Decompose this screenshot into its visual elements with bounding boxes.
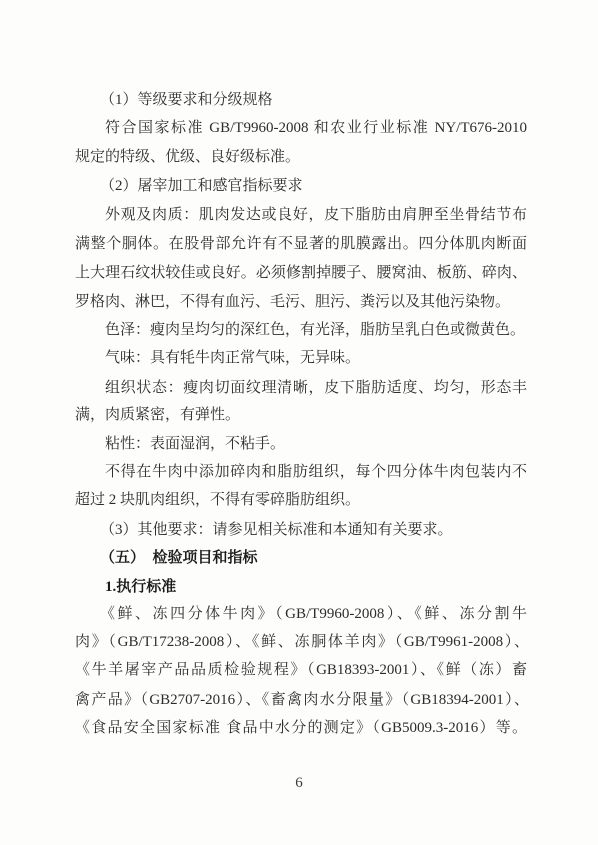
sensory-requirements-heading: （2）屠宰加工和感官指标要求 bbox=[100, 178, 303, 194]
appearance-line: 外观及肉质：肌肉发达或良好，皮下脂肪由肩胛至坐骨结节布 bbox=[105, 207, 527, 223]
color-requirement: 色泽：瘦肉呈均匀的深红色，有光泽，脂肪呈乳白色或微黄色。 bbox=[105, 322, 526, 338]
odor-requirement: 气味：具有牦牛肉正常气味，无异味。 bbox=[105, 350, 361, 366]
grade-requirements-line: 规定的特级、优级、良好级标准。 bbox=[75, 149, 301, 165]
grade-requirements-line: 符合国家标准 GB/T9960-2008 和农业行业标准 NY/T676-2010 bbox=[105, 120, 527, 136]
appearance-line: 罗格肉、淋巴，不得有血污、毛污、胆污、粪污以及其他污染物。 bbox=[75, 294, 511, 310]
other-requirements: （3）其他要求：请参见相关标准和本通知有关要求。 bbox=[100, 522, 453, 538]
standards-subheading: 1.执行标准 bbox=[105, 579, 177, 595]
additives-line: 不得在牛肉中添加碎肉和脂肪组织，每个四分体牛肉包装内不 bbox=[105, 464, 527, 480]
standards-line: 《鲜、冻四分体牛肉》（GB/T9960-2008）、《鲜、冻分割牛 bbox=[100, 606, 527, 622]
standards-line: 《牛羊屠宰产品品质检验规程》（GB18393-2001）、《鲜（冻）畜 bbox=[75, 662, 527, 678]
additives-line: 超过 2 块肌肉组织，不得有零碎脂肪组织。 bbox=[75, 492, 361, 508]
appearance-line: 上大理石纹状较佳或良好。必须修割掉腰子、腰窝油、板筋、碎肉、 bbox=[75, 265, 527, 281]
appearance-line: 满整个胴体。在股骨部允许有不显著的肌膜露出。四分体肌肉断面 bbox=[75, 236, 527, 252]
grade-requirements-heading: （1）等级要求和分级规格 bbox=[100, 92, 273, 108]
standards-line: 肉》（GB/T17238-2008）、《鲜、冻胴体羊肉》（GB/T9961-2008）、 bbox=[75, 634, 529, 650]
tissue-state-line: 满，肉质紧密，有弹性。 bbox=[75, 407, 241, 423]
inspection-heading: （五） 检验项目和指标 bbox=[100, 550, 258, 566]
standards-line: 《食品安全国家标准 食品中水分的测定》（GB5009.3-2016）等。 bbox=[75, 720, 527, 736]
stickiness-requirement: 粘性：表面湿润，不粘手。 bbox=[105, 436, 286, 452]
page-number: 6 bbox=[295, 775, 303, 791]
tissue-state-line: 组织状态：瘦肉切面纹理清晰，皮下脂肪适度、均匀，形态丰 bbox=[105, 380, 527, 396]
standards-line: 禽产品》（GB2707-2016）、《畜禽肉水分限量》（GB18394-2001）、 bbox=[75, 692, 529, 708]
